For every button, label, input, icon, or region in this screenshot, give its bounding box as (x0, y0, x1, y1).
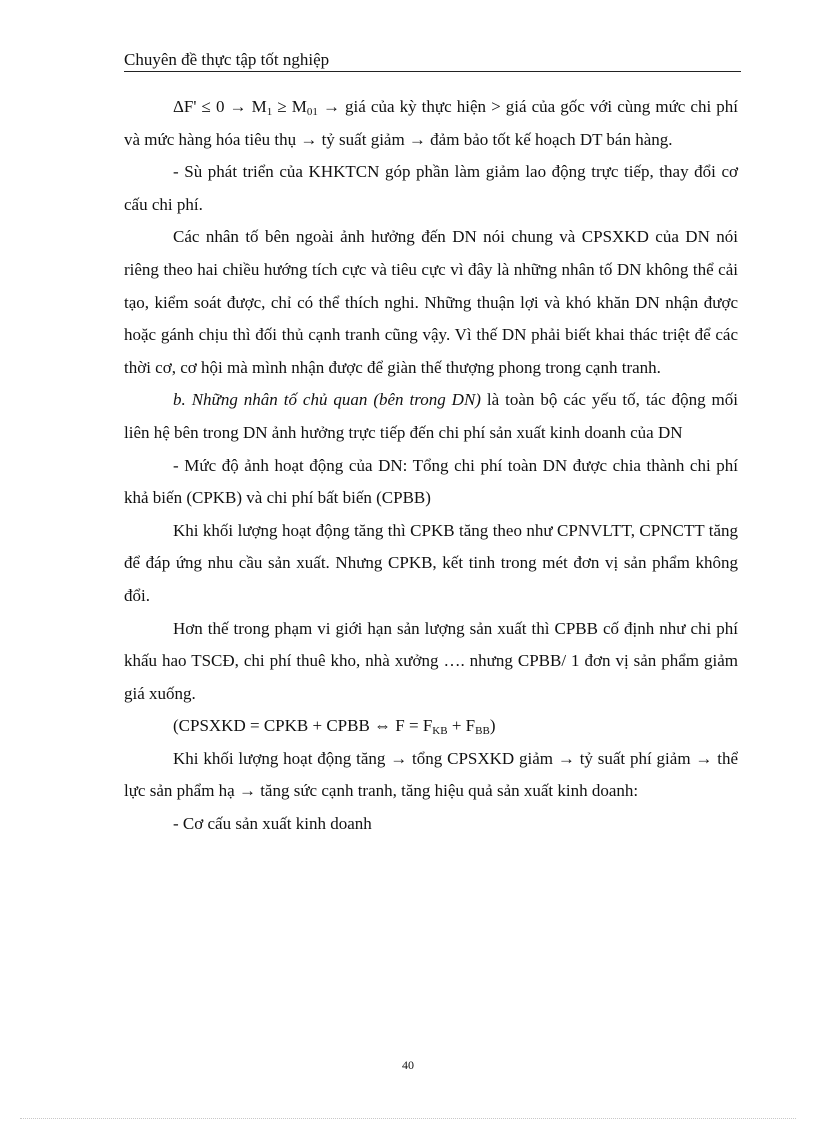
formula-text: ΔF' ≤ 0 → M (173, 97, 267, 116)
paragraph-activity-level: - Mức độ ảnh hoạt động của DN: Tổng chi phí toàn DN được chia thành chi phí khả biến (CPKB) và chi phí bất biến (CPBB) (124, 455, 738, 508)
formula-text: + F (447, 716, 476, 736)
paragraph-internal-factors (124, 384, 738, 449)
formula-text: → giá của kỳ thực hiện > giá của gốc với cùng mức chi phí và mức hàng hóa tiêu thụ → tỷ suất giảm → đảm bảo tốt kế hoạch DT bán hàng. (124, 97, 738, 149)
paragraph-effect: Khi khối lượng hoạt động tăng → tổng CPSXKD giảm → tỷ suất phí giảm → thể lực sản phẩm hạ → tăng sức cạnh tranh, tăng hiệu quả sản xuất kinh doanh: (124, 748, 738, 801)
page-number: 40 (402, 1058, 414, 1072)
paragraph-structure: - Cơ cấu sản xuất kinh doanh (173, 814, 372, 834)
paragraph-text: là toàn bộ các yếu tố, tác động mối liên hệ bên trong DN ảnh hưởng trực tiếp đến chi phí sản xuất kinh doanh của DN (124, 390, 738, 442)
page-header (124, 50, 741, 72)
document-body (124, 91, 738, 841)
formula-subscript: 01 (306, 106, 318, 118)
paragraph-technology: - Sù phát triển của KHKTCN góp phần làm giảm lao động trực tiếp, thay đổi cơ cấu chi phí. (124, 162, 738, 214)
paragraph-cost-formula (124, 710, 738, 743)
formula-subscript: BB (475, 725, 490, 738)
page-bottom-border (20, 1118, 796, 1119)
paragraph-formula-price (124, 91, 738, 156)
formula-text: (CPSXKD = CPKB + CPBB ⇔ F = F (173, 716, 433, 736)
section-heading-b: b. Những nhân tố chủ quan (bên trong DN) (173, 390, 481, 410)
formula-text: ) (489, 716, 496, 736)
header-title: Chuyên đề thực tập tốt nghiệp (124, 50, 330, 69)
formula-subscript: KB (432, 725, 448, 738)
paragraph-external-factors: Các nhân tố bên ngoài ảnh hưởng đến DN nói chung và CPSXKD của DN nói riêng theo hai chiều hướng tích cực và tiêu cực vì đây là những nhân tố DN không thể cải tạo, kiểm soát được, chỉ có thể thích nghi. Những thuận lợi và khó khăn DN nhận được hoặc gánh chịu thì đối thủ cạnh tranh cũng vậy. Vì thế DN phải biết khai thác triệt để các thời cơ, cơ hội mà mình nhận được để giàn thế thượng phong trong cạnh tranh. (124, 227, 738, 377)
paragraph-variable-cost: Khi khối lượng hoạt động tăng thì CPKB tăng theo như CPNVLTT, CPNCTT tăng để đáp ứng nhu cầu sản xuất. Nhưng CPKB, kết tinh trong mét đơn vị sản phẩm không đổi. (124, 520, 738, 605)
formula-subscript: 1 (266, 106, 273, 118)
paragraph-fixed-cost: Hơn thế trong phạm vi giới hạn sản lượng sản xuất thì CPBB cố định như chi phí khấu hao TSCĐ, chi phí thuê kho, nhà xưởng …. nhưng CPBB/ 1 đơn vị sản phẩm giảm giá xuống. (124, 618, 738, 703)
formula-text: ≥ M (272, 97, 307, 116)
